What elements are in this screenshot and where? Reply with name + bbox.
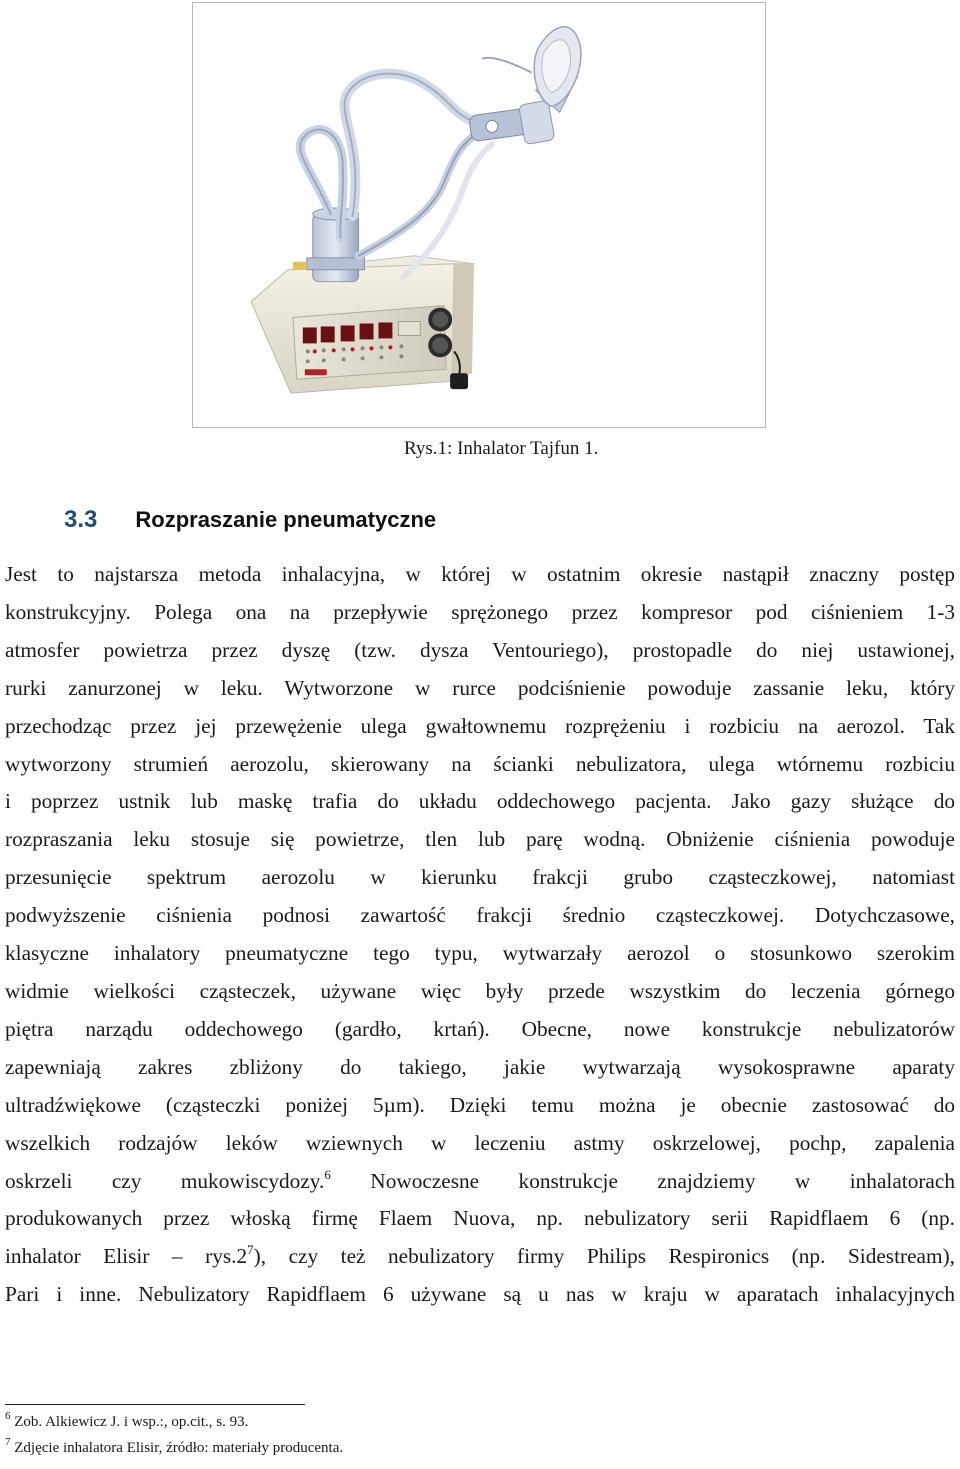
paragraph-line-with-footnote-ref [5, 1163, 955, 1201]
footnote-number: 6 [5, 1410, 11, 1422]
line-text: ), czy też nebulizatory firmy Philips Respironics (np. Sidestream), [253, 1244, 955, 1269]
paragraph-line-with-footnote-ref [5, 1238, 955, 1276]
paragraph-line: przesunięcie spektrum aerozolu w kierunku frakcji grubo cząsteczkowej, natomiast [5, 865, 955, 890]
figure-caption-text: Rys.1: Inhalator Tajfun 1. [404, 438, 599, 459]
inhalator-device-illustration [193, 3, 765, 427]
paragraph-line: wytworzony strumień aerozolu, skierowany na ścianki nebulizatora, ulega wtórnemu rozbiciu [5, 751, 955, 776]
section-title: Rozpraszanie pneumatyczne [135, 507, 437, 532]
device-photo-figure [192, 2, 766, 428]
paragraph-line: ultradźwiękowe (cząsteczki poniżej 5µm). Dzięki temu można je obecnie zastosować do [5, 1092, 955, 1117]
brand-logo-mark [305, 369, 327, 375]
footnote-separator [5, 1404, 305, 1405]
body-paragraph [5, 556, 955, 1314]
footnote-6 [5, 1410, 249, 1431]
paragraph-line: klasyczne inhalatory pneumatyczne tego typu, wytwarzały aerozol o stosunkowo szerokim [5, 941, 955, 966]
footnote-ref-7[interactable]: 7 [247, 1242, 254, 1258]
paragraph-line: atmosfer powietrza przez dyszę (tzw. dysza Ventouriego), prostopadle do niej ustawionej, [5, 637, 955, 662]
footnote-number: 7 [5, 1436, 11, 1448]
paragraph-line: zapewniają zakres zbliżony do takiego, jakie wytwarzają wysokosprawne aparaty [5, 1054, 955, 1079]
section-number: 3.3 [64, 506, 98, 533]
paragraph-line: piętra narządu oddechowego (gardło, krtań). Obecne, nowe konstrukcje nebulizatorów [5, 1016, 955, 1041]
paragraph-line: rozpraszania leku stosuje się powietrze, tlen lub parę wodną. Obniżenie ciśnienia powoduje [5, 827, 955, 852]
paragraph-line: Pari i inne. Nebulizatory Rapidflaem 6 używane są u nas w kraju w aparatach inhalacyjnych [5, 1282, 955, 1307]
footnote-text: Zdjęcie inhalatora Elisir, źródło: materiały producenta. [10, 1440, 344, 1456]
footnote-text: Zob. Alkiewicz J. i wsp.:, op.cit., s. 93. [10, 1414, 249, 1430]
footnote-7 [5, 1436, 344, 1457]
paragraph-line: konstrukcyjny. Polega ona na przepływie sprężonego przez kompresor pod ciśnieniem 1-3 [5, 599, 955, 624]
paragraph-line: widmie wielkości cząsteczek, używane więc były przede wszystkim do leczenia górnego [5, 978, 955, 1003]
section-heading [64, 506, 436, 534]
paragraph-line: Jest to najstarsza metoda inhalacyjna, w której w ostatnim okresie nastąpił znaczny postęp [5, 562, 955, 586]
paragraph-line: przechodząc przez jej przewężenie ulega gwałtownemu rozprężeniu i rozbiciu na aerozol. Tak [5, 713, 955, 738]
foot-switch [450, 373, 468, 389]
footnote-ref-6[interactable]: 6 [324, 1166, 331, 1182]
line-text: Nowoczesne konstrukcje znajdziemy w inhalatorach [330, 1168, 955, 1193]
line-text: oskrzeli czy mukowiscydozy. [5, 1168, 325, 1193]
line-text: inhalator Elisir – rys.2 [5, 1244, 248, 1269]
paragraph-line: i poprzez ustnik lub maskę trafia do układu oddechowego pacjenta. Jako gazy służące do [5, 789, 955, 814]
paragraph-line: rurki zanurzonej w leku. Wytworzone w rurce podciśnienie powoduje zassanie leku, który [5, 675, 955, 700]
paragraph-line: podwyższenie ciśnienia podnosi zawartość frakcji średnio cząsteczkowej. Dotychczasowe, [5, 903, 955, 928]
paragraph-line: wszelkich rodzajów leków wziewnych w leczeniu astmy oskrzelowej, pochp, zapalenia [5, 1130, 955, 1155]
paragraph-line: produkowanych przez włoską firmę Flaem Nuova, np. nebulizatory serii Rapidflaem 6 (np. [5, 1206, 955, 1231]
